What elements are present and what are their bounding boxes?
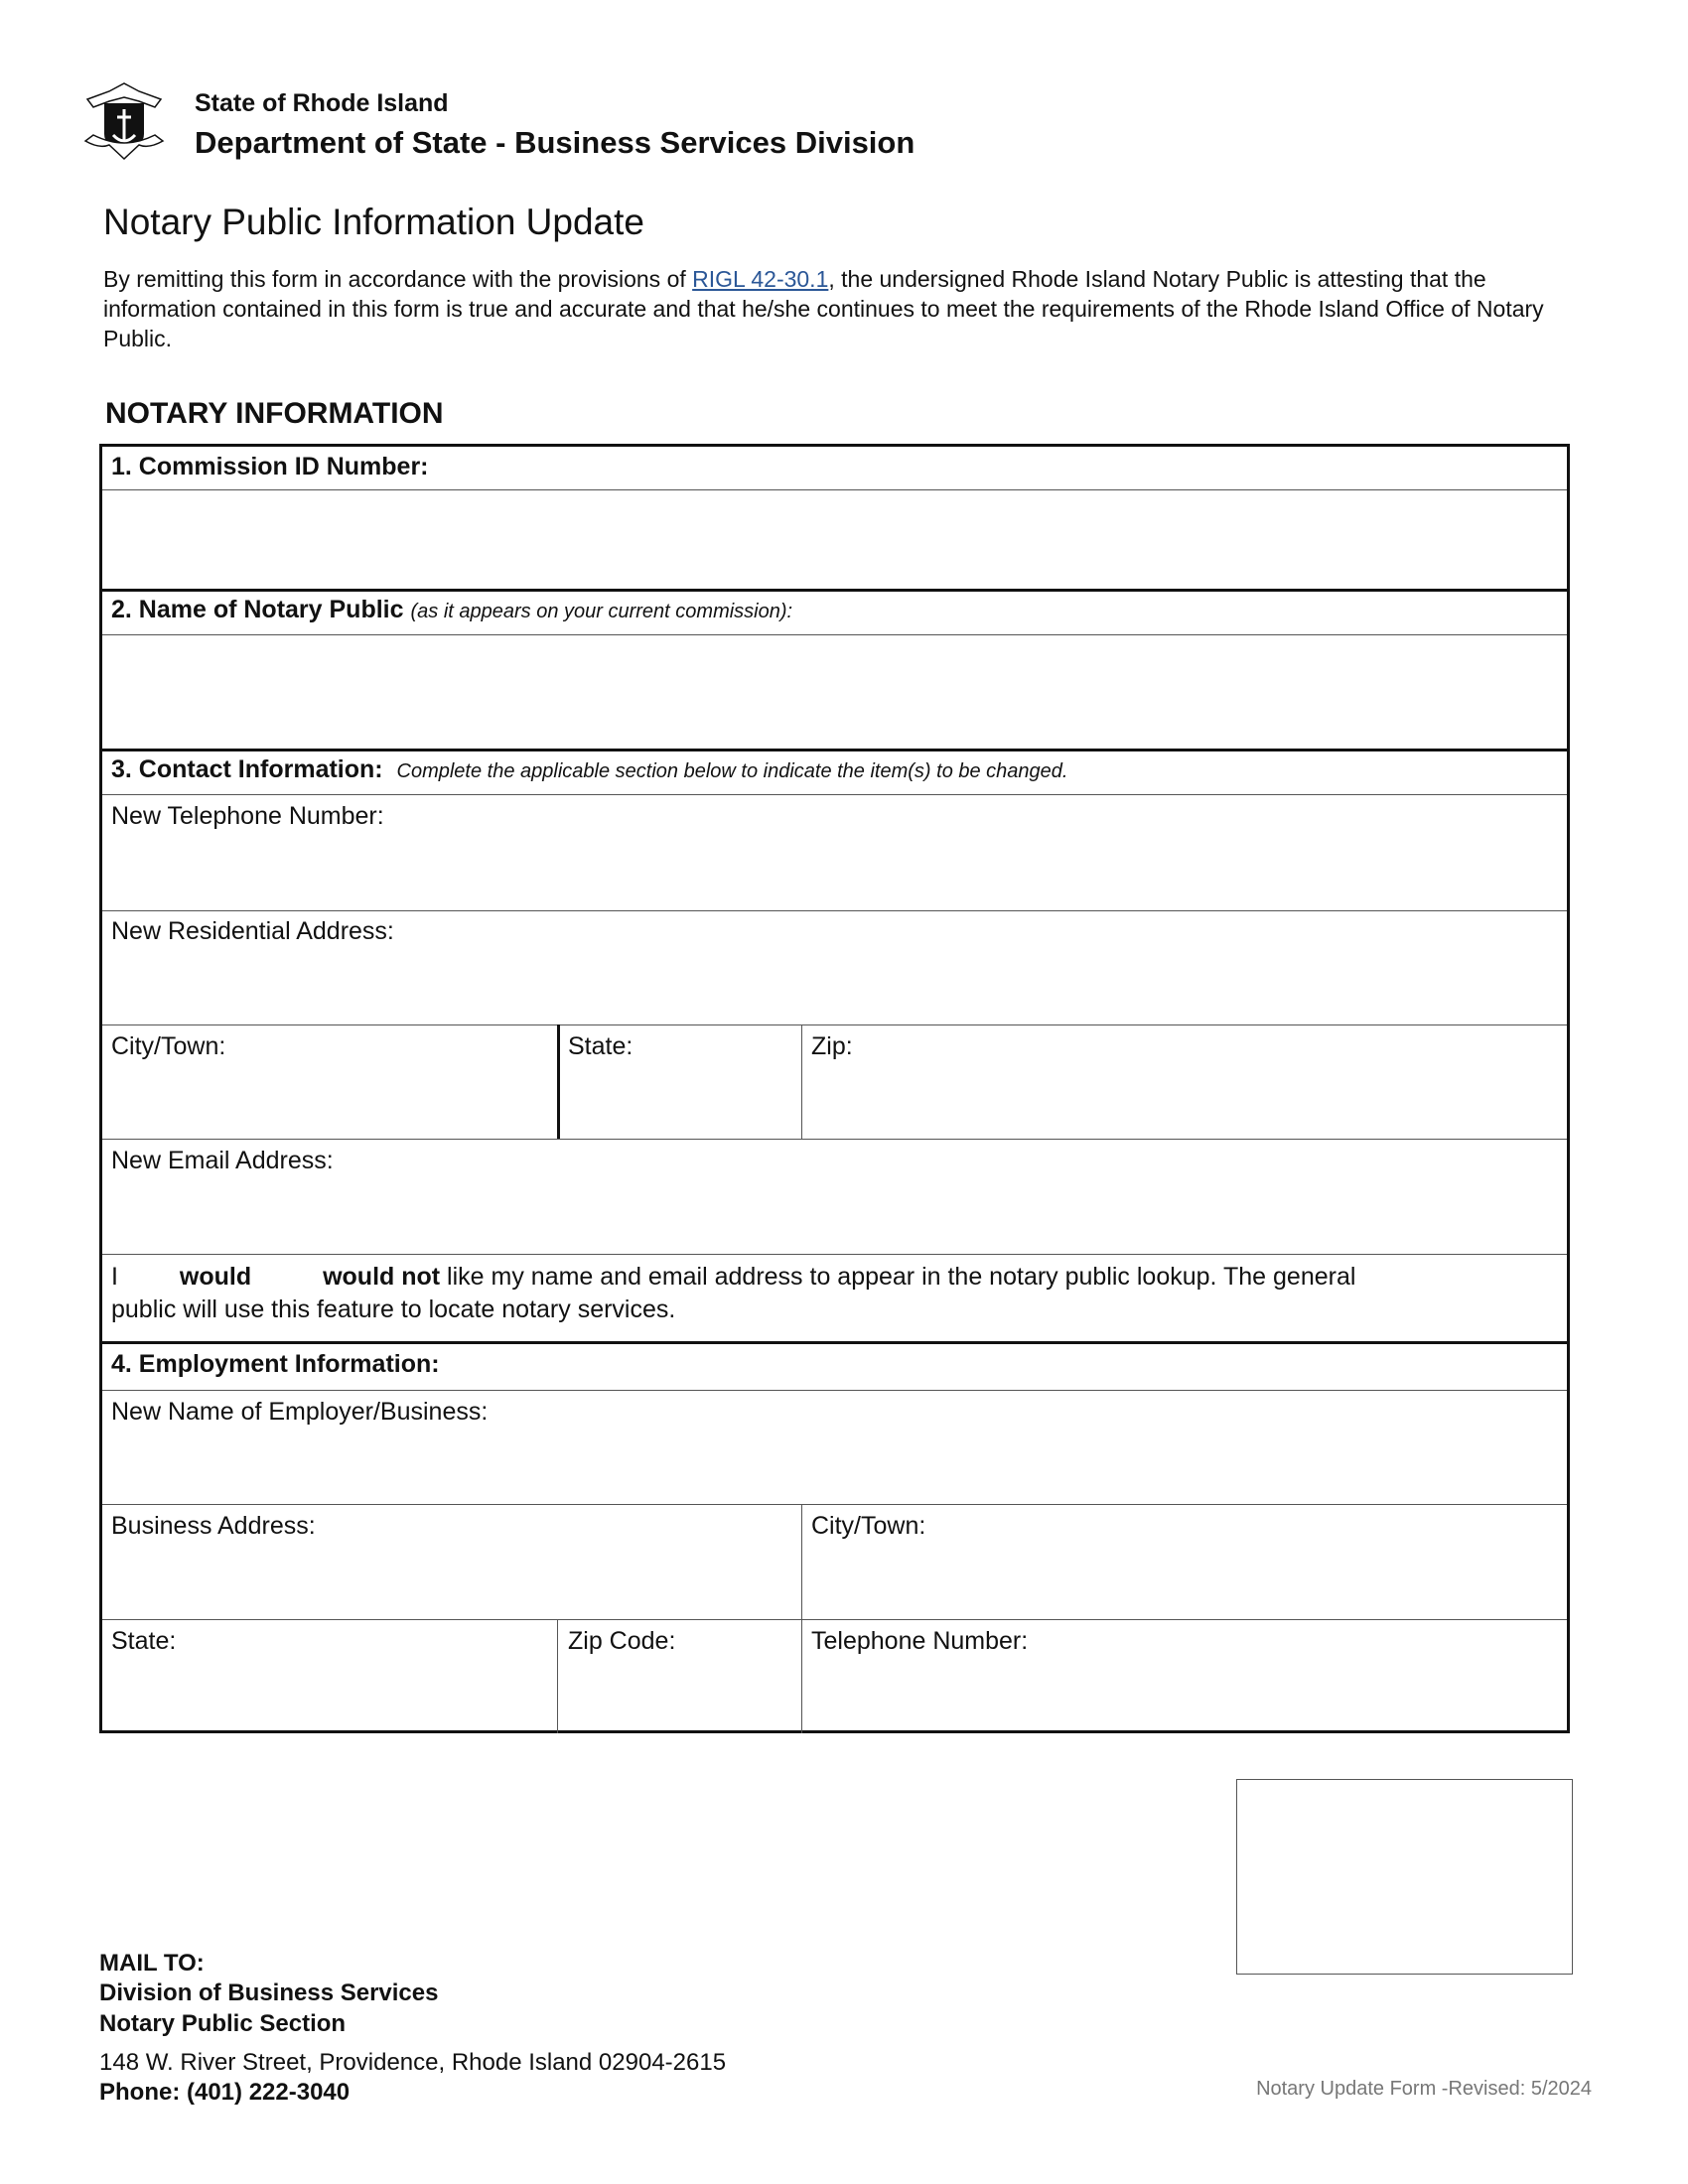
notary-name-field[interactable]: [102, 637, 1567, 747]
mail-address: 148 W. River Street, Providence, Rhode Island 02904-2615: [99, 2049, 727, 2076]
mail-phone: Phone: (401) 222-3040: [99, 2079, 351, 2106]
contact-info-label: 3. Contact Information:: [111, 755, 383, 783]
business-phone-field[interactable]: Telephone Number:: [811, 1627, 1029, 1655]
department-name: Department of State - Business Services Division: [195, 125, 915, 160]
section-title: NOTARY INFORMATION: [105, 397, 444, 430]
mail-division: Division of Business Services: [99, 1979, 439, 2006]
state-seal-logo: [79, 79, 169, 163]
would-not-option: would not: [323, 1263, 441, 1291]
mail-to-label: MAIL TO:: [99, 1950, 205, 1977]
city-field[interactable]: City/Town:: [111, 1032, 226, 1060]
commission-id-field[interactable]: [102, 492, 1567, 588]
office-use-box: [1236, 1779, 1573, 1975]
intro-paragraph: [103, 264, 1563, 353]
page-title: Notary Public Information Update: [103, 202, 644, 242]
zip-field[interactable]: Zip:: [811, 1032, 853, 1060]
notary-form-table: [99, 444, 1570, 1733]
employment-info-label: 4. Employment Information:: [111, 1350, 440, 1378]
consent-text: like my name and email address to appear in the notary public lookup. The general: [440, 1263, 1356, 1291]
would-option: would: [179, 1263, 252, 1291]
employer-field[interactable]: New Name of Employer/Business:: [111, 1398, 489, 1426]
notary-name-note: (as it appears on your current commission):: [410, 601, 793, 622]
business-address-field[interactable]: Business Address:: [111, 1512, 316, 1540]
state-name: State of Rhode Island: [195, 89, 449, 117]
commission-id-label: 1. Commission ID Number:: [111, 453, 429, 480]
state-field[interactable]: State:: [568, 1032, 633, 1060]
mail-section: Notary Public Section: [99, 2010, 347, 2037]
lookup-consent: [111, 1261, 1355, 1326]
telephone-field[interactable]: New Telephone Number:: [111, 802, 384, 830]
business-city-field[interactable]: City/Town:: [811, 1512, 926, 1540]
residential-address-field[interactable]: New Residential Address:: [111, 917, 394, 945]
notary-name-label: 2. Name of Notary Public: [111, 596, 404, 623]
business-zip-field[interactable]: Zip Code:: [568, 1627, 676, 1655]
email-field[interactable]: New Email Address:: [111, 1147, 334, 1174]
intro-text: By remitting this form in accordance with the provisions of: [103, 266, 693, 292]
intro-text-cont: , the undersigned Rhode Island Notary Public is attesting that the information contained in this form is true and accurate and that he/she continues to meet the requirements of the Rhode Island Office of Notary Public.: [103, 266, 1544, 351]
business-state-field[interactable]: State:: [111, 1627, 177, 1655]
consent-text-line2: public will use this feature to locate notary services.: [111, 1296, 676, 1323]
contact-info-note: Complete the applicable section below to indicate the item(s) to be changed.: [396, 760, 1068, 782]
rigl-link[interactable]: RIGL 42-30.1: [692, 266, 829, 292]
consent-i: I: [111, 1263, 118, 1291]
revision-footer: Notary Update Form -Revised: 5/2024: [1256, 2078, 1592, 2100]
